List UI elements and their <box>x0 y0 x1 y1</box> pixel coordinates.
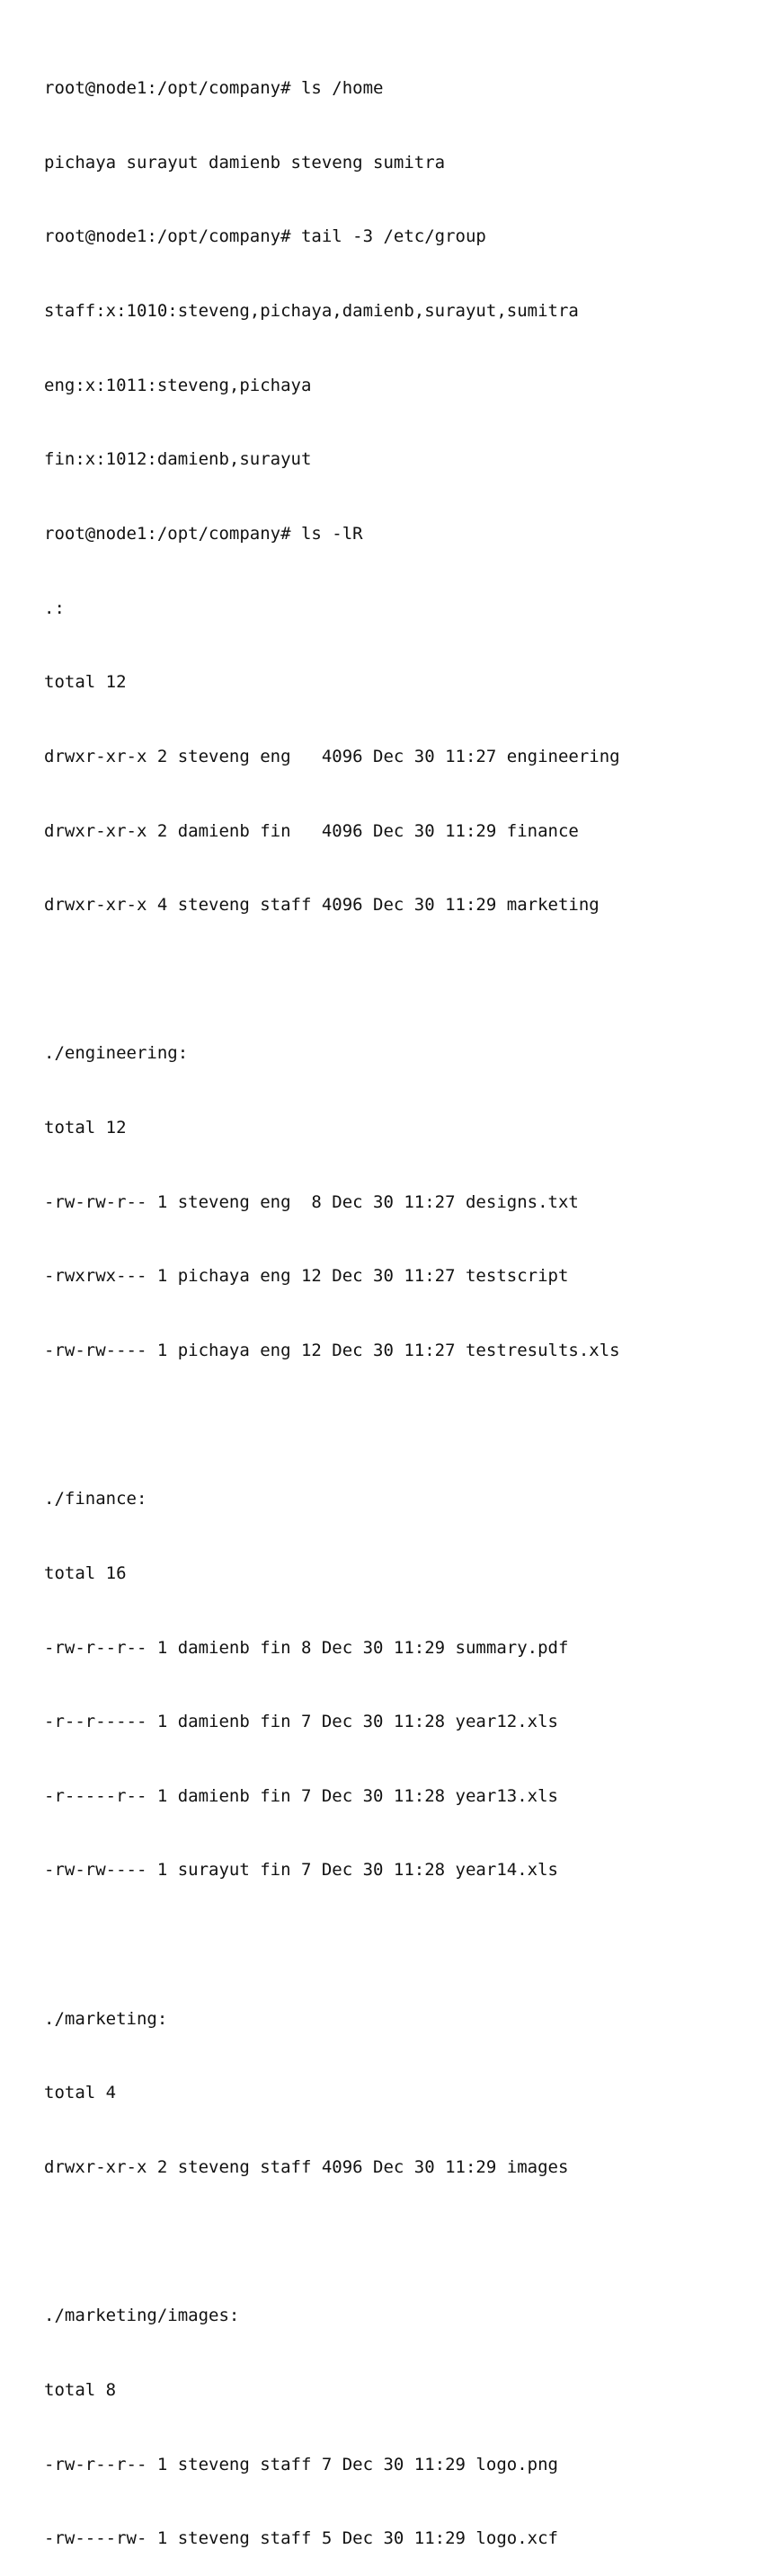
output-line: eng:x:1011:steveng,pichaya <box>44 375 312 395</box>
output-line: total 12 <box>44 1118 127 1138</box>
output-line: total 4 <box>44 2083 117 2103</box>
output-line: staff:x:1010:steveng,pichaya,damienb,surayut,sumitra <box>44 301 579 322</box>
blank-line <box>44 968 764 993</box>
terminal-output <box>44 27 764 2576</box>
output-line: -rw-rw-r-- 1 steveng eng 8 Dec 30 11:27 designs.txt <box>44 1191 579 1212</box>
output-line: drwxr-xr-x 2 steveng eng 4096 Dec 30 11:27 engineering <box>44 746 620 766</box>
output-line: total 16 <box>44 1562 127 1583</box>
output-line: ./marketing: <box>44 2008 168 2029</box>
output-line: total 12 <box>44 672 127 693</box>
output-line: drwxr-xr-x 4 steveng staff 4096 Dec 30 11:29 marketing <box>44 895 600 916</box>
output-line: drwxr-xr-x 2 damienb fin 4096 Dec 30 11:29 finance <box>44 820 579 841</box>
output-line: total 8 <box>44 2379 117 2400</box>
prompt-line: root@node1:/opt/company# ls /home <box>44 78 384 99</box>
output-line: ./engineering: <box>44 1043 189 1064</box>
output-line: -rw-r--r-- 1 damienb fin 8 Dec 30 11:29 summary.pdf <box>44 1637 569 1658</box>
output-line: ./marketing/images: <box>44 2306 240 2326</box>
output-line: pichaya surayut damienb steveng sumitra <box>44 152 446 173</box>
output-line: ./finance: <box>44 1489 147 1509</box>
output-line: -rw-rw---- 1 pichaya eng 12 Dec 30 11:27 testresults.xls <box>44 1340 620 1360</box>
output-line: drwxr-xr-x 2 steveng staff 4096 Dec 30 11:29 images <box>44 2157 569 2178</box>
output-line: -rw-rw---- 1 surayut fin 7 Dec 30 11:28 year14.xls <box>44 1860 558 1881</box>
output-line: -rw-r--r-- 1 steveng staff 7 Dec 30 11:29 logo.png <box>44 2454 558 2474</box>
output-line: fin:x:1012:damienb,surayut <box>44 449 312 470</box>
blank-line <box>44 2230 764 2255</box>
output-line: -rw----rw- 1 steveng staff 5 Dec 30 11:29 logo.xcf <box>44 2528 558 2549</box>
blank-line <box>44 1413 764 1438</box>
output-line: -r-----r-- 1 damienb fin 7 Dec 30 11:28 year13.xls <box>44 1785 558 1806</box>
prompt-line: root@node1:/opt/company# ls -lR <box>44 523 363 544</box>
output-line: .: <box>44 598 65 618</box>
blank-line <box>44 1933 764 1958</box>
prompt-line: root@node1:/opt/company# tail -3 /etc/group <box>44 226 486 247</box>
output-line: -r--r----- 1 damienb fin 7 Dec 30 11:28 year12.xls <box>44 1712 558 1732</box>
output-line: -rwxrwx--- 1 pichaya eng 12 Dec 30 11:27 testscript <box>44 1266 569 1287</box>
